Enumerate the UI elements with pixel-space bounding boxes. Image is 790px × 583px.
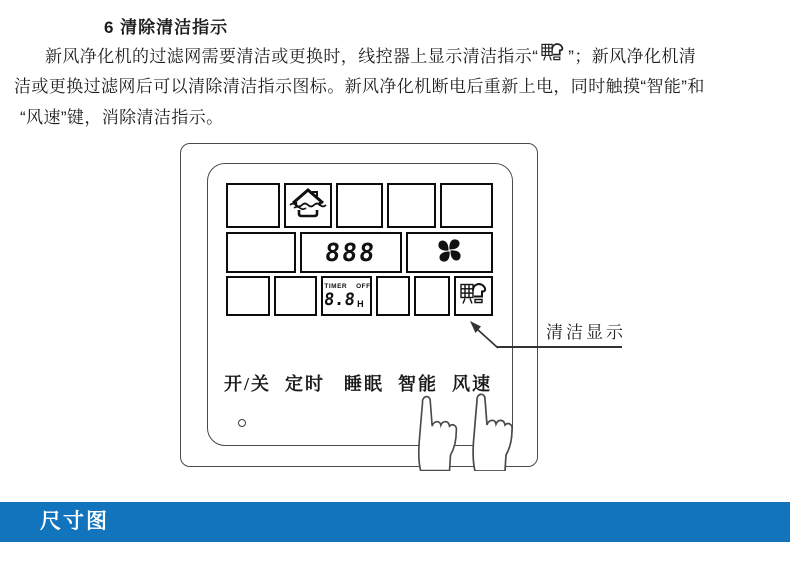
fanspeed-key-label: 风速	[452, 374, 492, 394]
lcd-cell	[226, 183, 280, 228]
section-banner	[0, 502, 790, 542]
house-airflow-icon	[288, 186, 328, 225]
lcd-cell	[336, 183, 383, 228]
lcd-cell	[440, 183, 493, 228]
fan-icon	[436, 237, 463, 269]
lcd-display	[226, 183, 493, 316]
paragraph-line-2: 洁或更换过滤网后可以清除清洁指示图标。新风净化机断电后重新上电，同时触摸“智能”和	[14, 77, 705, 96]
lcd-cell	[414, 276, 450, 316]
clean-filter-icon	[459, 280, 489, 312]
timer-digits: 8.8	[323, 289, 357, 310]
segment-digits: 888	[323, 238, 379, 267]
timer-key-label: 定时	[285, 374, 325, 394]
lcd-cell-fan	[406, 232, 493, 273]
paragraph-line-3: “风速”键，消除清洁指示。	[20, 108, 224, 127]
lcd-cell-house	[284, 183, 332, 228]
paragraph-text: ”；新风净化机清	[568, 47, 697, 66]
lcd-cell	[376, 276, 410, 316]
lcd-cell-clean	[454, 276, 493, 316]
timer-label: TIMER	[324, 282, 348, 290]
pointing-hand-icon	[463, 389, 521, 476]
hour-unit-label: H	[357, 298, 364, 309]
timer-off-label: OFF	[356, 282, 371, 290]
lcd-cell-digits	[300, 232, 402, 273]
lcd-cell	[274, 276, 317, 316]
callout-arrow-icon	[466, 318, 500, 357]
sleep-key-label: 睡眠	[344, 374, 384, 394]
section-heading: 6 清除清洁指示	[104, 18, 229, 37]
indicator-led	[238, 419, 246, 427]
pointing-hand-icon	[410, 391, 464, 476]
lcd-cell	[387, 183, 436, 228]
paragraph-line-1	[45, 41, 696, 68]
lcd-cell-timer	[321, 276, 372, 316]
power-key-label: 开/关	[224, 374, 272, 394]
clean-filter-icon	[540, 41, 566, 68]
banner-title: 尺寸图	[40, 510, 109, 533]
lcd-cell	[226, 232, 296, 273]
callout-line	[497, 346, 622, 348]
smart-key-label: 智能	[398, 374, 438, 394]
paragraph-text: 新风净化机的过滤网需要清洁或更换时，线控器上显示清洁指示“	[45, 47, 539, 66]
callout-clean-display-label: 清洁显示	[546, 323, 626, 342]
lcd-cell	[226, 276, 270, 316]
